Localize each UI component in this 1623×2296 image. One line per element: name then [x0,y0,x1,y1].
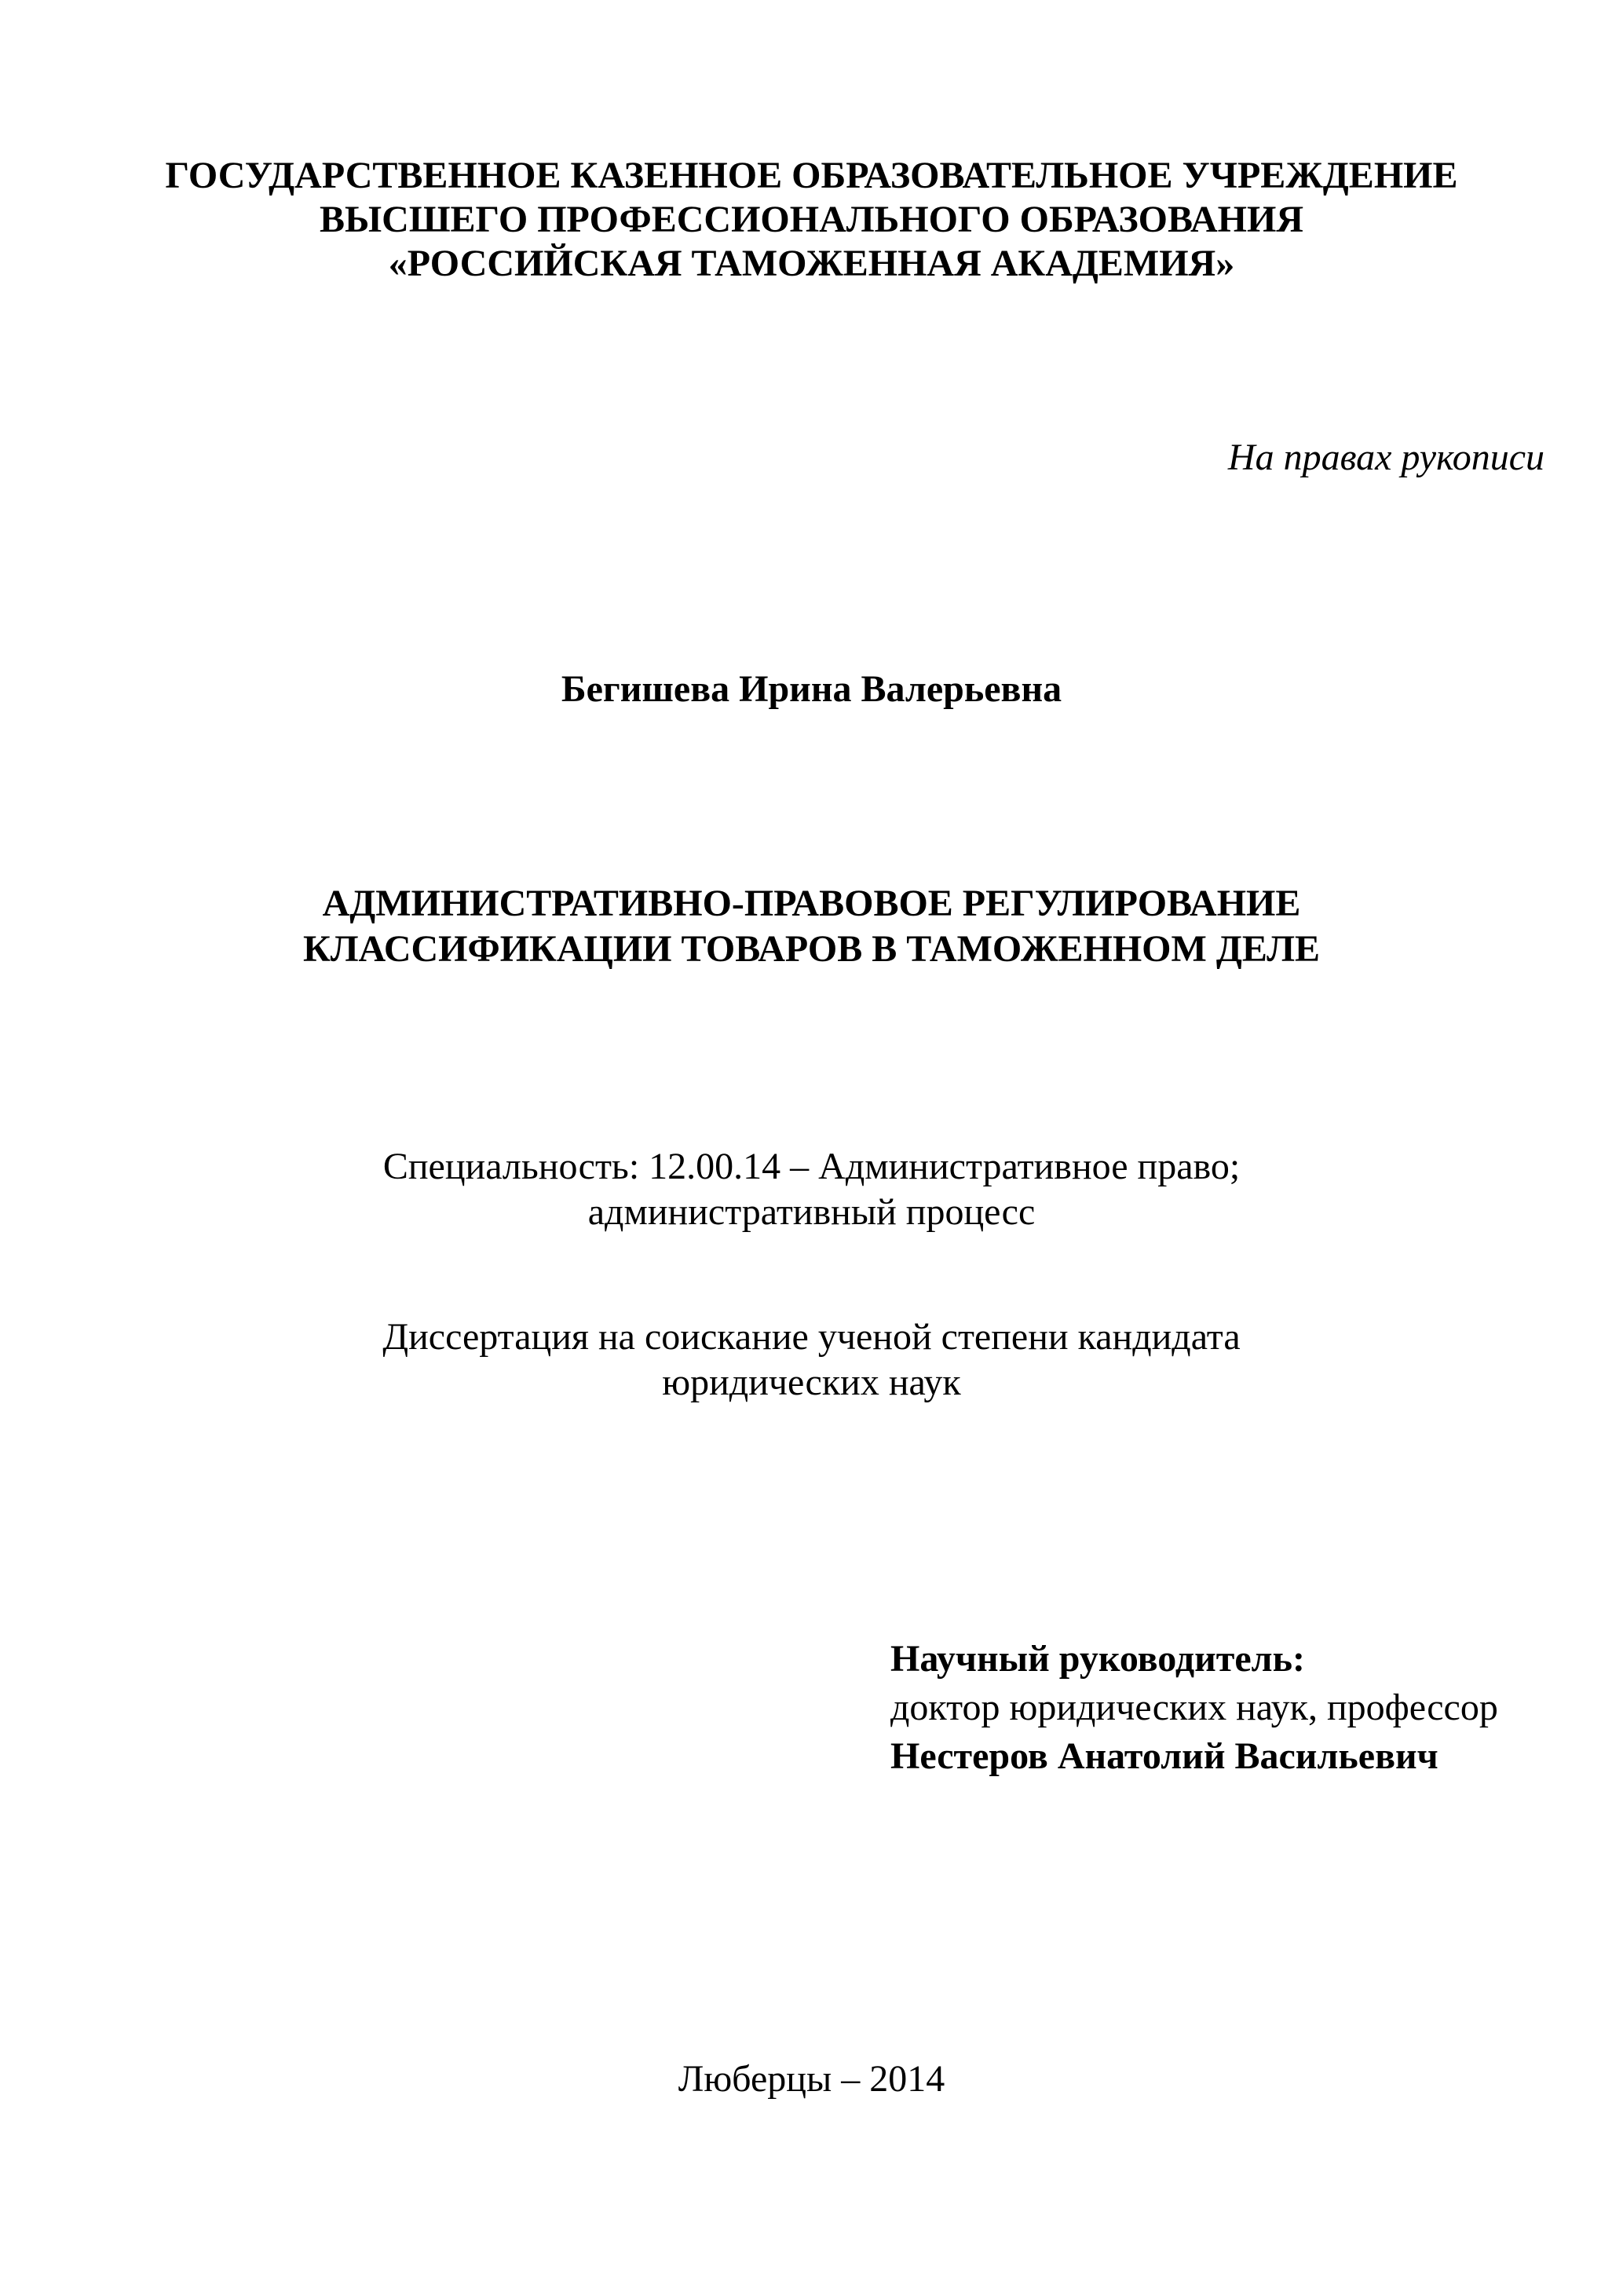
supervisor-credentials: доктор юридических наук, профессор [890,1687,1498,1728]
specialty-line-2: административный процесс [587,1191,1036,1233]
supervisor-heading: Научный руководитель: [890,1638,1305,1680]
institution-line-3: «РОССИЙСКАЯ ТАМОЖЕННАЯ АКАДЕМИЯ» [388,243,1235,284]
degree-line-2: юридических наук [662,1362,961,1403]
dissertation-title-line-1: АДМИНИСТРАТИВНО-ПРАВОВОЕ РЕГУЛИРОВАНИЕ [322,883,1301,924]
manuscript-note: На правах рукописи [1227,437,1544,478]
supervisor-name: Нестеров Анатолий Васильевич [890,1735,1438,1777]
specialty-line-1: Специальность: 12.00.14 – Административное право; [382,1146,1241,1187]
institution-line-2: ВЫСШЕГО ПРОФЕССИОНАЛЬНОГО ОБРАЗОВАНИЯ [320,199,1303,240]
degree-line-1: Диссертация на соискание ученой степени кандидата [382,1316,1241,1358]
dissertation-title-line-2: КЛАССИФИКАЦИИ ТОВАРОВ В ТАМОЖЕННОМ ДЕЛЕ [302,928,1321,970]
author-name: Бегишева Ирина Валерьевна [561,668,1062,710]
place-year: Люберцы – 2014 [678,2058,945,2100]
supervisor-block [890,1635,1498,1781]
institution-line-1: ГОСУДАРСТВЕННОЕ КАЗЕННОЕ ОБРАЗОВАТЕЛЬНОЕ УЧРЕЖДЕНИЕ [165,155,1458,196]
